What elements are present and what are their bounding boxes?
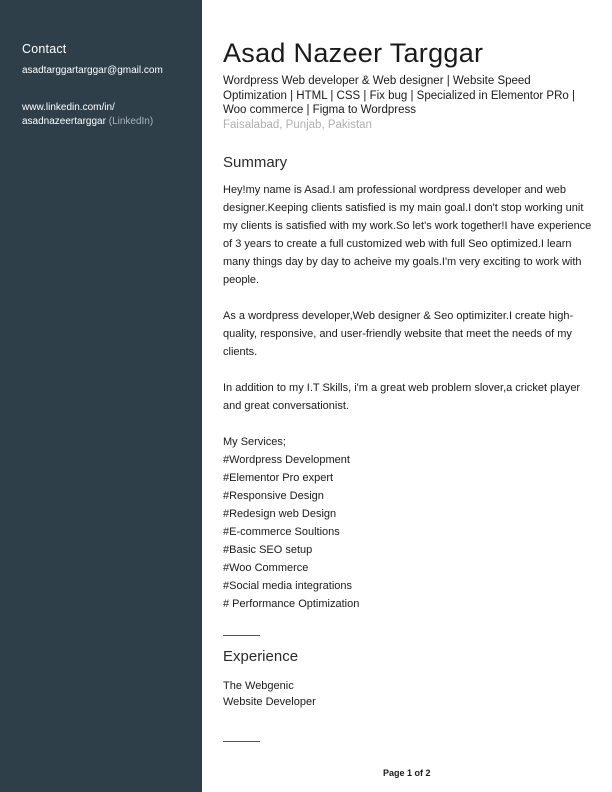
- linkedin-label: (LinkedIn): [108, 116, 154, 127]
- summary-body: [223, 181, 593, 415]
- services-list: [223, 433, 593, 613]
- linkedin-url[interactable]: www.linkedin.com/in/: [22, 102, 115, 113]
- service-item: #Basic SEO setup: [223, 544, 313, 556]
- service-item: #Wordpress Development: [223, 454, 350, 466]
- summary-heading: Summary: [223, 154, 288, 171]
- experience-role: Website Developer: [223, 696, 316, 708]
- section-divider: [223, 635, 260, 636]
- linkedin-handle[interactable]: asadnazeertarggar: [22, 116, 106, 127]
- service-item: #Elementor Pro expert: [223, 472, 334, 484]
- profile-headline: Wordpress Web developer & Web designer | Website Speed Optimization | HTML | CSS | Fix bug | Specialized in Elementor PRo | Woo commerce | Figma to Wordpress: [223, 75, 575, 116]
- summary-paragraph: In addition to my I.T Skills, i'm a great web problem slover,a cricket player and great conversationist.: [223, 382, 581, 412]
- service-item: #Redesign web Design: [223, 508, 337, 520]
- profile-name: Asad Nazeer Targgar: [223, 38, 484, 68]
- contact-heading: Contact: [22, 42, 67, 56]
- service-item: #E-commerce Soultions: [223, 526, 340, 538]
- experience-company: The Webgenic: [223, 680, 294, 692]
- email-link[interactable]: asadtarggartarggar@gmail.com: [22, 65, 163, 76]
- profile-location: Faisalabad, Punjab, Pakistan: [223, 119, 372, 131]
- sidebar: [0, 0, 202, 792]
- summary-paragraph: As a wordpress developer,Web designer & Seo optimiziter.I create high-quality, responsive, and user-friendly website that meet the needs of my clients.: [223, 310, 574, 358]
- experience-heading: Experience: [223, 648, 299, 665]
- service-item: #Social media integrations: [223, 580, 353, 592]
- section-divider: [223, 741, 260, 742]
- service-item: # Performance Optimization: [223, 598, 360, 610]
- services-heading: My Services;: [223, 436, 286, 448]
- service-item: #Responsive Design: [223, 490, 324, 502]
- page-number: Page 1 of 2: [383, 768, 431, 778]
- linkedin-link[interactable]: [22, 101, 192, 129]
- service-item: #Woo Commerce: [223, 562, 309, 574]
- summary-paragraph: Hey!my name is Asad.I am professional wordpress developer and web designer.Keeping clients satisfied is my main goal.I don't stop working unit my clients is satisfied with my work.So let's work together!I have experience of 3 years to create a full customized web with full Seo optimized.I learn many things day by day to acheive my goals.I'm very exciting to work with people.: [223, 184, 592, 286]
